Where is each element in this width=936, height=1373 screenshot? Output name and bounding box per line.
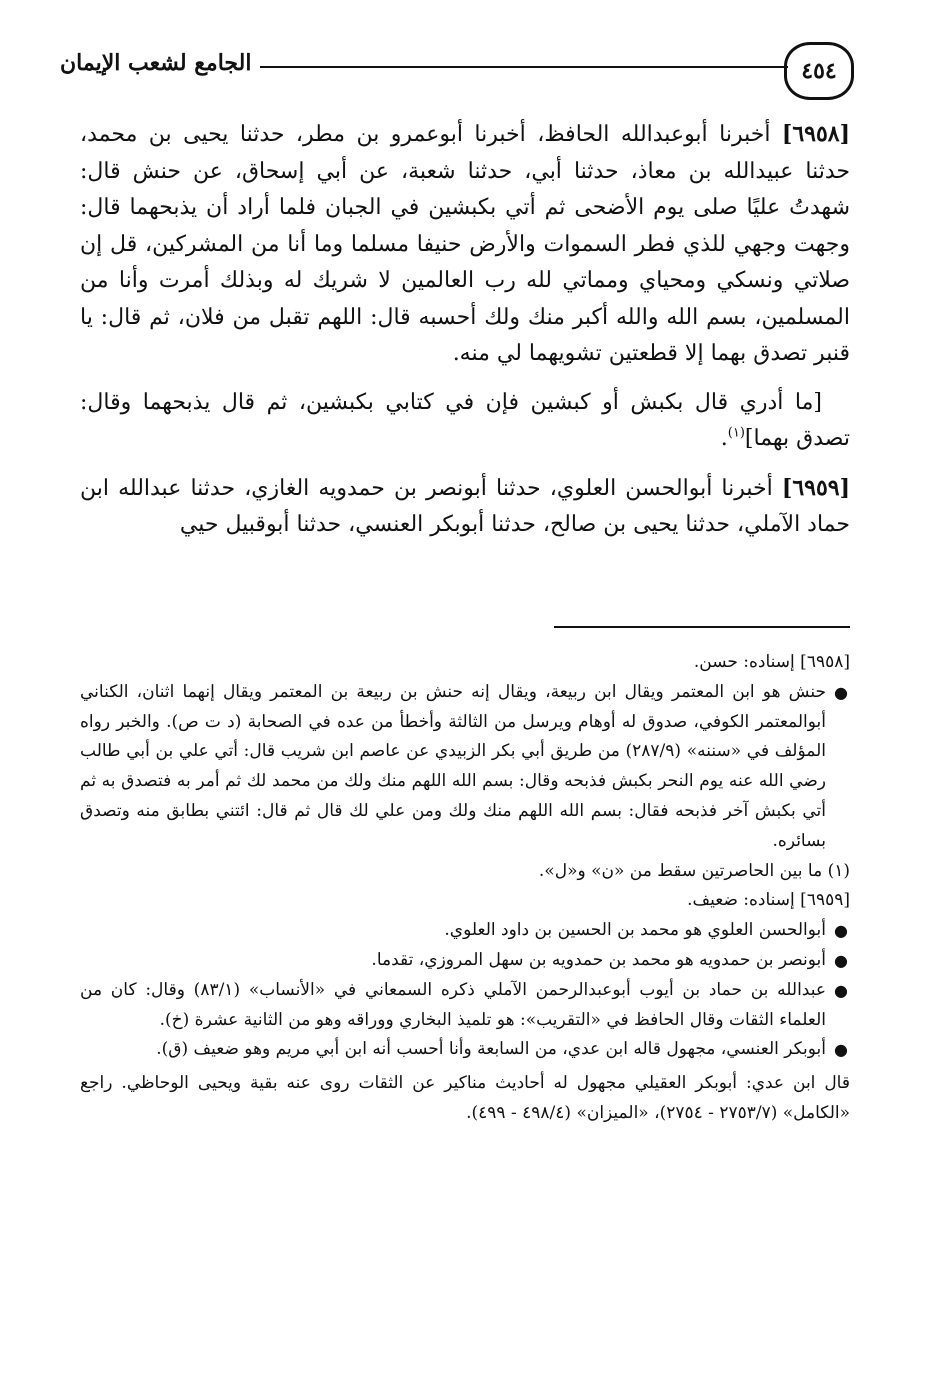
hadith-text: أخبرنا أبوالحسن العلوي، حدثنا أبونصر بن حمدويه الغازي، حدثنا عبدالله ابن حماد الآملي، حدثنا يحيى بن صالح، حدثنا أبوبكر العنسي، حدثنا أبوقبيل حيي: [80, 475, 850, 537]
list-item: [80, 678, 850, 857]
bullet-icon: ●: [834, 980, 848, 1000]
page-number: ٤٥٤: [784, 42, 854, 100]
note-6959-heading: [٦٩٥٩] إسناده: ضعيف.: [687, 890, 850, 911]
hadith-number: [٦٩٥٩]: [781, 474, 850, 501]
hadith-6959: [80, 470, 850, 544]
footnote-1: (١) ما بين الحاصرتين سقط من «ن» و«ل».: [538, 860, 850, 881]
list-item-text: أبوالحسن العلوي هو محمد بن الحسين بن داود العلوي.: [444, 920, 826, 941]
footnotes: [80, 648, 850, 1129]
bullet-icon: ●: [834, 921, 848, 941]
list-item-text: حنش هو ابن المعتمر ويقال ابن ربيعة، ويقال إنه حنش بن ربيعة بن المعتمر ويقال إنهما اثنان، الكناني أبوالمعتمر الكوفي، صدوق له أوهام ويرسل من الثالثة وأخطأ من عده في الصحابة (د ت ص). والخبر رواه المؤلف في «سننه» (٢٨٧/٩) من طريق أبي بكر الزبيدي عن عاصم ابن شريب قال: أتي علي بن أبي طالب رضي الله عنه يوم النحر بكبش فذبحه وقال: بسم الله اللهم منك ولك من محمد لك ثم أمر به فتصدق به ثم أتي بكبش آخر فذبحه فقال: بسم الله اللهم منك ولك ومن علي لك قال ثم قال: ائتني بطابق منه وتصدق بسائره.: [80, 681, 827, 851]
header-rule: [260, 66, 788, 68]
page-header: [60, 40, 860, 96]
hadith-number: [٦٩٥٨]: [781, 121, 850, 147]
note-6959-list: [80, 916, 850, 1065]
main-text: [80, 116, 850, 556]
bracket-note-end: .: [720, 426, 728, 451]
footnote-separator: [554, 626, 850, 628]
list-item-text: أبوبكر العنسي، مجهول قاله ابن عدي، من السابعة وأنا أحسب أنه ابن أبي مريم وهو ضعيف (ق).: [156, 1039, 826, 1060]
bullet-icon: ●: [834, 1040, 848, 1060]
closing-note: قال ابن عدي: أبوبكر العقيلي مجهول له أحاديث مناكير عن الثقات روى عنه بقية ويحيى الوحاظي. راجع «الكامل» (٢٧٥٣/٧ - ٢٧٥٤)، «الميزان» (٤٩٨/٤ - ٤٩٩).: [80, 1073, 850, 1123]
list-item-text: أبونصر بن حمدويه هو محمد بن حمدويه بن سهل المروزي، تقدما.: [371, 949, 826, 970]
list-item: [80, 916, 850, 946]
footnote-ref: (١): [727, 425, 745, 441]
hadith-text: أخبرنا أبوعبدالله الحافظ، أخبرنا أبوعمرو بن مطر، حدثنا يحيى بن محمد، حدثنا عبيدالله بن معاذ، حدثنا أبي، حدثنا شعبة، عن أبي إسحاق، عن حنش قال: شهدتُ عليًا صلى يوم الأضحى ثم أتي بكبشين في الجبان فلما أراد أن يذبحهما قال: وجهت وجهي للذي فطر السموات والأرض حنيفا مسلما وما أنا من المشركين، قل إن صلاتي ونسكي ومحياي ومماتي لله رب العالمين لا شريك له وبذلك أمرت وأنا من المسلمين، بسم الله والله أكبر منك ولك أحسبه قال: اللهم تقبل من فلان، ثم قال: يا قنبر تصدق بهما إلا قطعتين تشويهما لي منه.: [80, 122, 850, 366]
list-item: [80, 976, 850, 1036]
list-item: [80, 1035, 850, 1065]
list-item-text: عبدالله بن حماد بن أيوب أبوعبدالرحمن الآملي ذكره السمعاني في «الأنساب» (٨٣/١) وقال: كان من العلماء الثقات وقال الحافظ في «التقريب»: هو تلميذ البخاري ووراقه وهو من الثانية عشرة (خ).: [80, 979, 826, 1030]
note-6958-list: [80, 678, 850, 857]
book-title: الجامع لشعب الإيمان: [60, 50, 252, 76]
list-item: [80, 946, 850, 976]
hadith-6958: [80, 116, 850, 373]
bracket-note-text: [ما أدري قال بكبش أو كبشين فإن في كتابي بكبشين، ثم قال يذبحهما وقال: تصدق بهما]: [80, 389, 850, 451]
note-6958-heading: [٦٩٥٨] إسناده: حسن.: [693, 652, 850, 672]
bracket-note: [80, 385, 850, 458]
bullet-icon: ●: [834, 950, 848, 970]
bullet-icon: ●: [834, 682, 848, 702]
